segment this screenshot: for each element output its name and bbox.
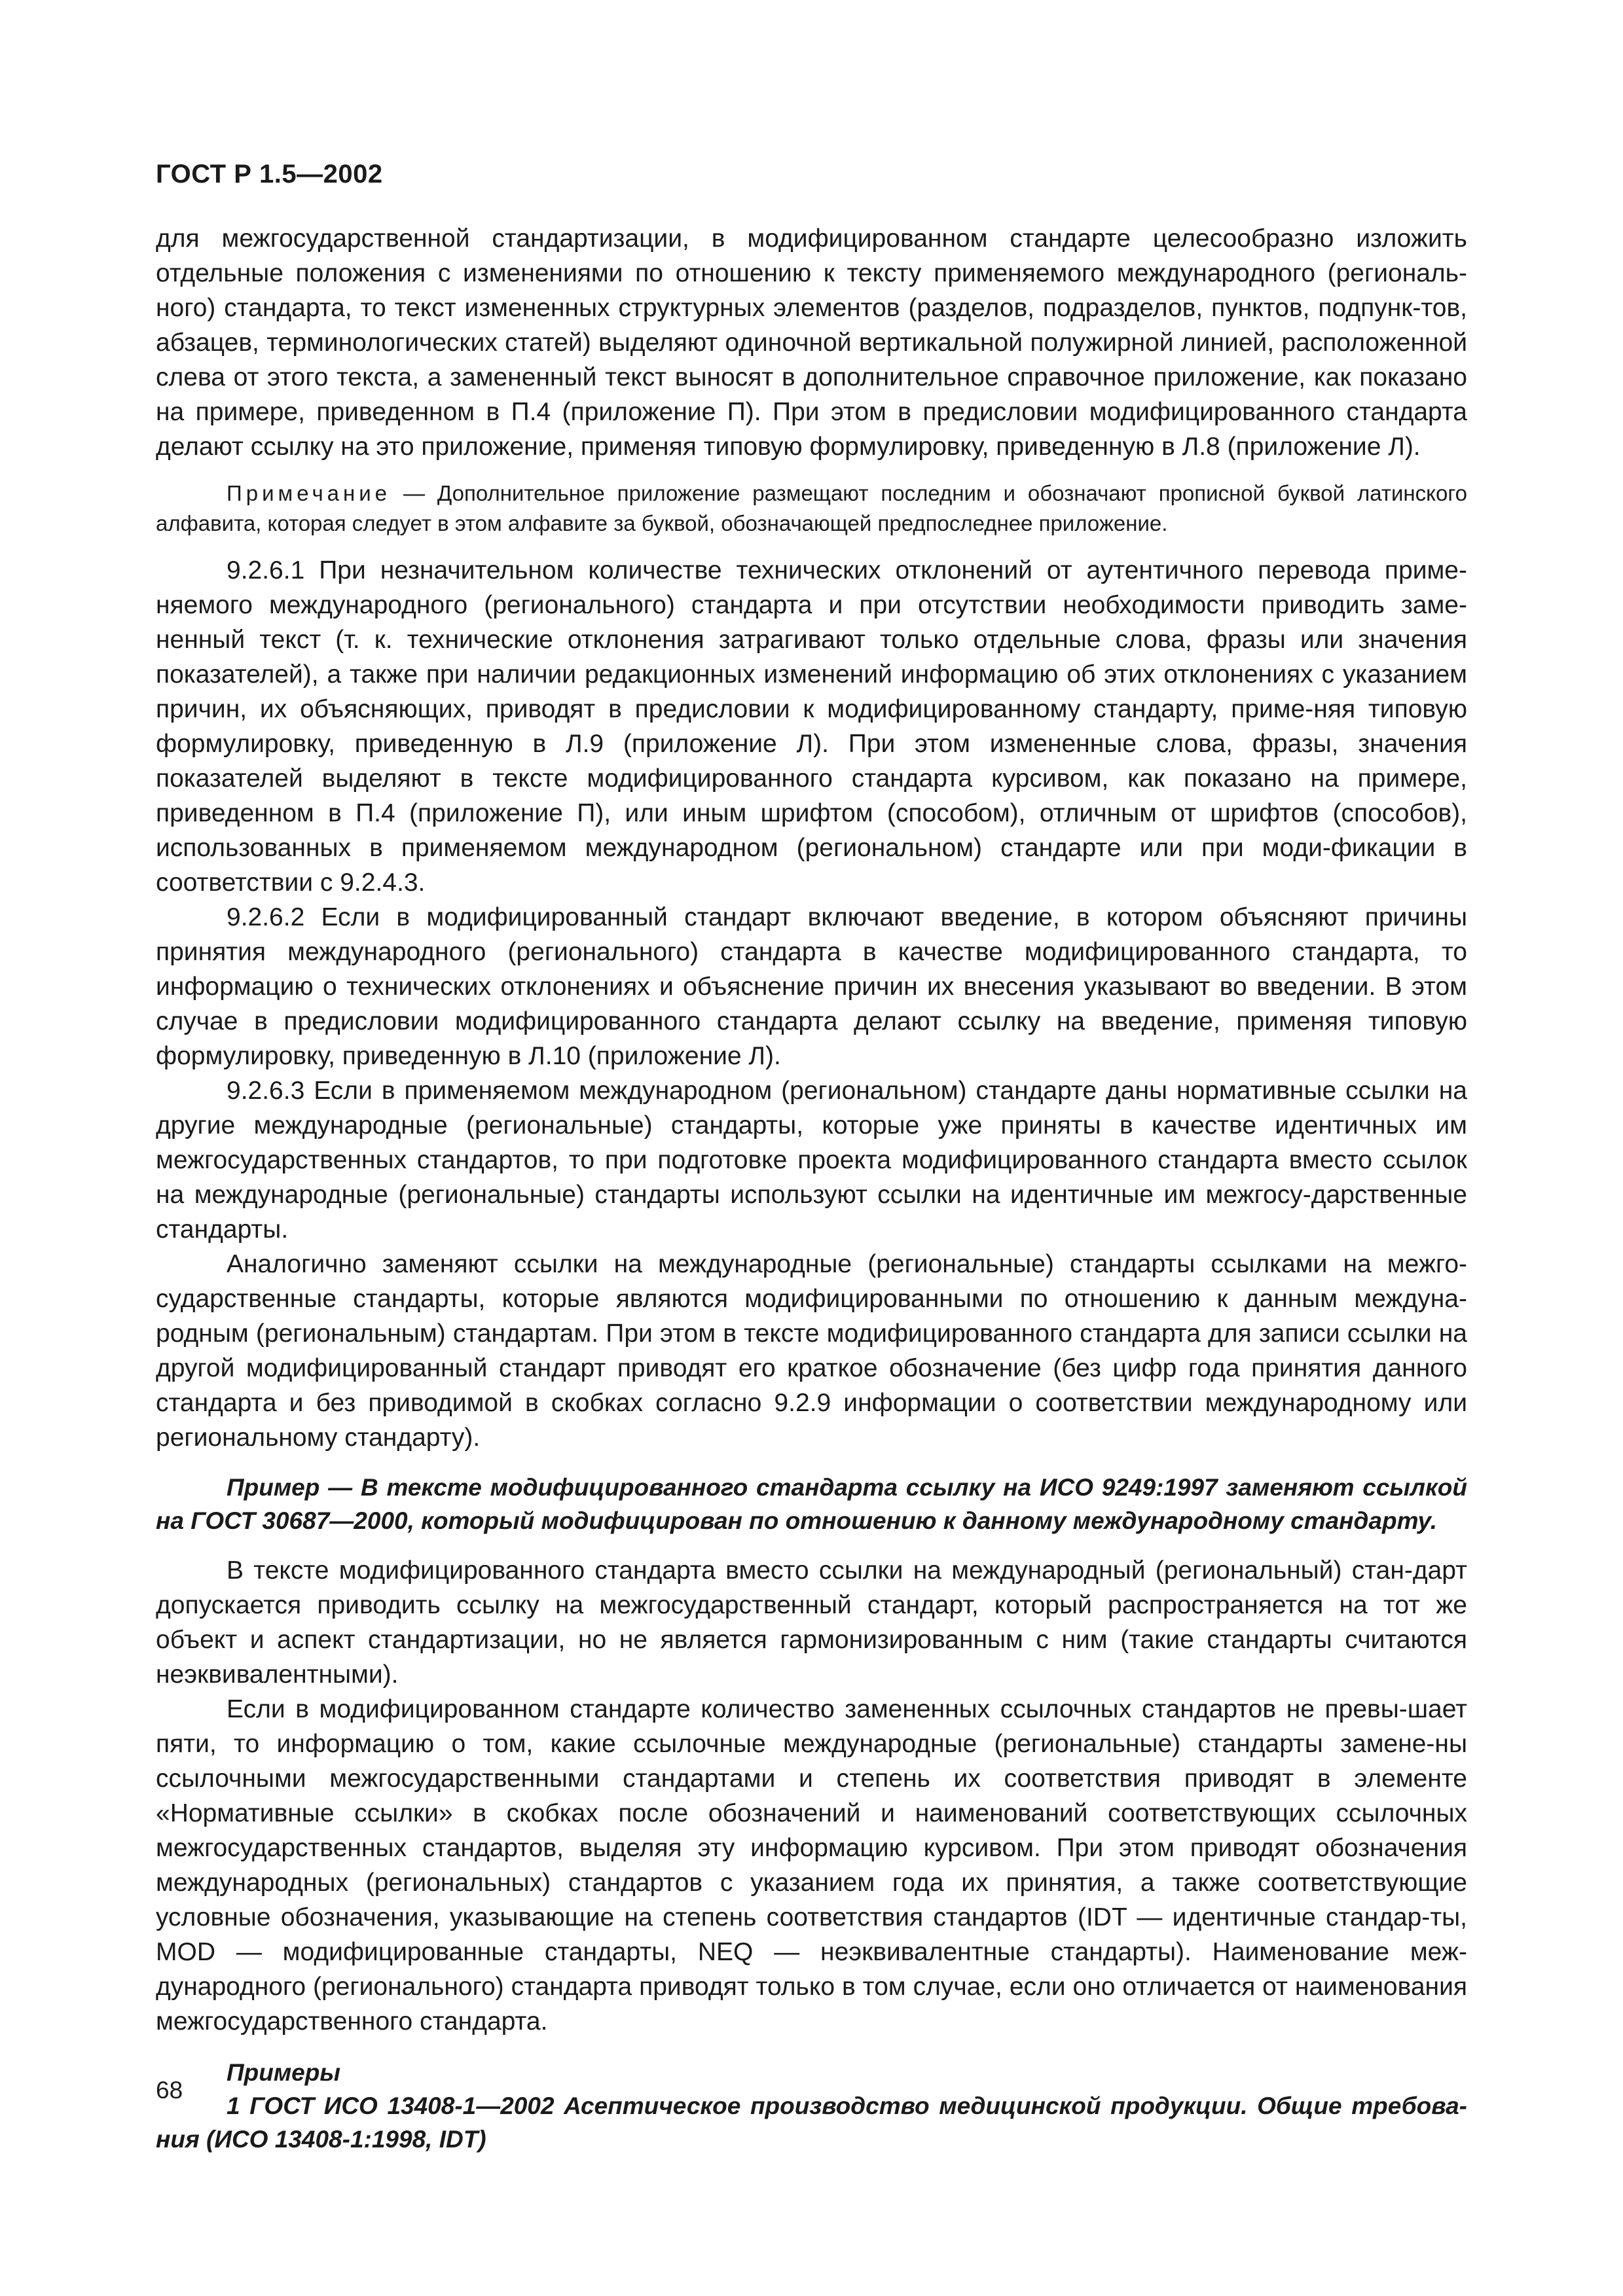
paragraph-reference-count: Если в модифицированном стандарте количество замененных ссылочных стандартов не превы-шает пяти, то информацию о том, какие ссылочные международные (региональные) стандарты замене-ны ссылочными межгосударственными стандартами и степень их соответствия приводят в элементе «Нормативные ссылки» в скобках после обозначений и наименований соответствующих ссылочных межгосударственных стандартов, выделяя эту информацию курсивом. При этом приводят обозначения международных (региональных) стандартов с указанием года их принятия, а также соответствующие условные обозначения, указывающие на степень соответствия стандартов (IDT — идентичные стандар-ты, MOD — модифицированные стандарты, NEQ — неэквивалентные стандарты). Наименование меж-дународного (регионального) стандарта приводят только в том случае, если оно отличается от наименования межгосударственного стандарта. bbox=[156, 1695, 1467, 2036]
note-text: — Дополнительное приложение размещают последним и обозначают прописной буквой латинского алфавита, которая следует в этом алфавите за буквой, обозначающей предпоследнее приложение. bbox=[156, 481, 1467, 535]
clause-9-2-6-1: 9.2.6.1 При незначительном количестве технических отклонений от аутентичного перевода приме-няемого международного (регионального) стандарта и при отсутствии необходимости приводить заме-ненный текст (т. к. технические отклонения затрагивают только отдельные слова, фразы или значения показателей), а также при наличии редакционных изменений информацию об этих отклонениях с указанием причин, их объясняющих, приводят в предисловии к модифицированному стандарту, приме-няя типовую формулировку, приведенную в Л.9 (приложение Л). При этом измененные слова, фразы, значения показателей выделяют в тексте модифицированного стандарта курсивом, как показано на примере, приведенном в П.4 (приложение П), или иным шрифтом (способом), отличным от шрифтов (способов), использованных в применяемом международном (региональном) стандарте или при моди-фикации в соответствии с 9.2.4.3. bbox=[156, 556, 1467, 897]
clause-9-2-6-2: 9.2.6.2 Если в модифицированный стандарт включают введение, в котором объясняют причины принятия международного (регионального) стандарта в качестве модифицированного стандарта, то информацию о технических отклонениях и объяснение причин их внесения указывают во введении. В этом случае в предисловии модифицированного стандарта делают ссылку на введение, применяя типовую формулировку, приведенную в Л.10 (приложение Л). bbox=[156, 903, 1467, 1070]
examples-title: Примеры bbox=[227, 2059, 340, 2086]
paragraph-analogous-replacement: Аналогично заменяют ссылки на международные (региональные) стандарты ссылками на межго-сударственные стандарты, которые являются модифицированными по отношению к данным междуна-родным (региональным) стандартам. При этом в тексте модифицированного стандарта для записи ссылки на другой модифицированный стандарт приводят его краткое обозначение (без цифр года принятия данного стандарта и без приводимой в скобках согласно 9.2.9 информации о соответствии международному или региональному стандарту). bbox=[156, 1250, 1467, 1452]
paragraph-nonequivalent: В тексте модифицированного стандарта вместо ссылки на международный (региональный) стан-дарт допускается приводить ссылку на межгосударственный стандарт, который распространяется на тот же объект и аспект стандартизации, но не является гармонизированным с ним (такие стандарты считаются неэквивалентными). bbox=[156, 1556, 1467, 1689]
document-header: ГОСТ Р 1.5—2002 bbox=[156, 160, 383, 188]
clause-9-2-6-3: 9.2.6.3 Если в применяемом международном (региональном) стандарте даны нормативные ссылки на другие международные (региональные) стандарты, которые уже приняты в качестве идентичных им межгосударственных стандартов, то при подготовке проекта модифицированного стандарта вместо ссылок на международные (региональные) стандарты используют ссылки на идентичные им межгосу-дарственные стандарты. bbox=[156, 1077, 1467, 1244]
example-item: 1 ГОСТ ИСО 13408-1—2002 Асептическое производство медицинской продукции. Общие требова-ния (ИСО 13408-1:1998, IDT) bbox=[156, 2092, 1467, 2153]
note-label: Примечание bbox=[227, 481, 392, 505]
note bbox=[156, 478, 1467, 539]
page-number: 68 bbox=[156, 2077, 183, 2104]
document-page bbox=[156, 157, 1467, 2156]
example-paragraph: Пример — В тексте модифицированного стандарта ссылку на ИСО 9249:1997 заменяют ссылкой на ГОСТ 30687—2000, который модифицирован по отношению к данному международному стандарту. bbox=[156, 1474, 1467, 1534]
paragraph-continuation: для межгосударственной стандартизации, в модифицированном стандарте целесообразно изложить отдельные положения с изменениями по отношению к тексту применяемого международного (региональ-ного) стандарта, то текст измененных структурных элементов (разделов, подразделов, пунктов, подпунк-тов, абзацев, терминологических статей) выделяют одиночной вертикальной полужирной линией, расположенной слева от этого текста, а замененный текст выносят в дополнительное справочное приложение, как показано на примере, приведенном в П.4 (приложение П). При этом в предисловии модифицированного стандарта делают ссылку на это приложение, применяя типовую формулировку, приведенную в Л.8 (приложение Л). bbox=[156, 224, 1467, 461]
